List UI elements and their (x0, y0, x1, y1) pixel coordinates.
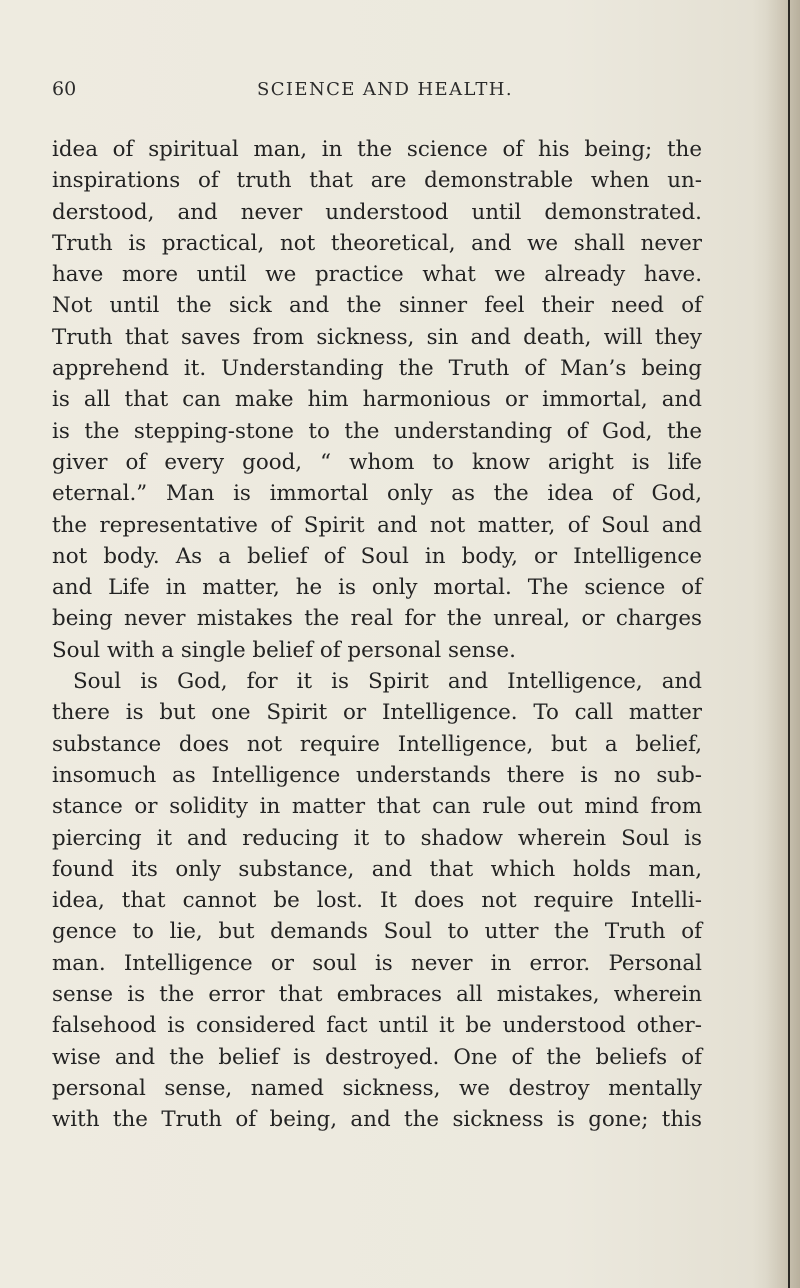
text-line: wise and the belief is destroyed. One of the beliefs of (52, 1044, 702, 1070)
binding-edge (788, 0, 790, 1288)
text-line: giver of every good, “ whom to know aright is life (52, 449, 702, 475)
text-line: the representative of Spirit and not matter, of Soul and (52, 512, 702, 538)
text-line: personal sense, named sickness, we destroy mentally (52, 1075, 702, 1101)
paragraph-end-line: Soul with a single belief of personal sense. (52, 637, 516, 663)
gutter-shadow (766, 0, 800, 1288)
text-line: piercing it and reducing it to shadow wherein Soul is (52, 825, 702, 851)
text-line: inspirations of truth that are demonstrable when un- (52, 168, 702, 194)
text-line: insomuch as Intelligence understands there is no sub- (52, 762, 702, 788)
text-line: Truth that saves from sickness, sin and death, will they (52, 324, 702, 350)
text-line: falsehood is considered fact until it be understood other- (52, 1013, 702, 1039)
text-line: is the stepping-stone to the understanding of God, the (52, 418, 702, 444)
text-line: is all that can make him harmonious or immortal, and (52, 387, 702, 413)
text-line: stance or solidity in matter that can rule out mind from (52, 794, 702, 820)
page-header (52, 78, 732, 108)
text-line: have more until we practice what we already have. (52, 262, 702, 288)
text-line: not body. As a belief of Soul in body, or Intelligence (52, 543, 702, 569)
paragraph-start-line: Soul is God, for it is Spirit and Intelligence, and (73, 669, 702, 695)
text-line: being never mistakes the real for the unreal, or charges (52, 606, 702, 632)
text-line: idea, that cannot be lost. It does not require Intelli- (52, 888, 702, 914)
text-line: substance does not require Intelligence, but a belief, (52, 731, 702, 757)
text-line: Truth is practical, not theoretical, and we shall never (52, 230, 702, 256)
text-line: with the Truth of being, and the sickness is gone; this (52, 1107, 702, 1133)
text-line: apprehend it. Understanding the Truth of Man’s being (52, 356, 702, 382)
text-line: gence to lie, but demands Soul to utter the Truth of (52, 919, 702, 945)
text-line: derstood, and never understood until demonstrated. (52, 199, 702, 225)
text-line: sense is the error that embraces all mistakes, wherein (52, 982, 702, 1008)
text-line: there is but one Spirit or Intelligence. To call matter (52, 700, 702, 726)
body-text (52, 134, 702, 1136)
text-line: idea of spiritual man, in the science of his being; the (52, 137, 702, 162)
text-line: found its only substance, and that which holds man, (52, 856, 702, 882)
text-line: eternal.” Man is immortal only as the idea of God, (52, 481, 702, 507)
text-line: man. Intelligence or soul is never in error. Personal (52, 950, 702, 976)
running-head: SCIENCE AND HEALTH. (257, 79, 513, 100)
text-line: Not until the sick and the sinner feel their need of (52, 293, 702, 319)
page-number: 60 (52, 78, 77, 100)
text-line: and Life in matter, he is only mortal. The science of (52, 575, 702, 601)
